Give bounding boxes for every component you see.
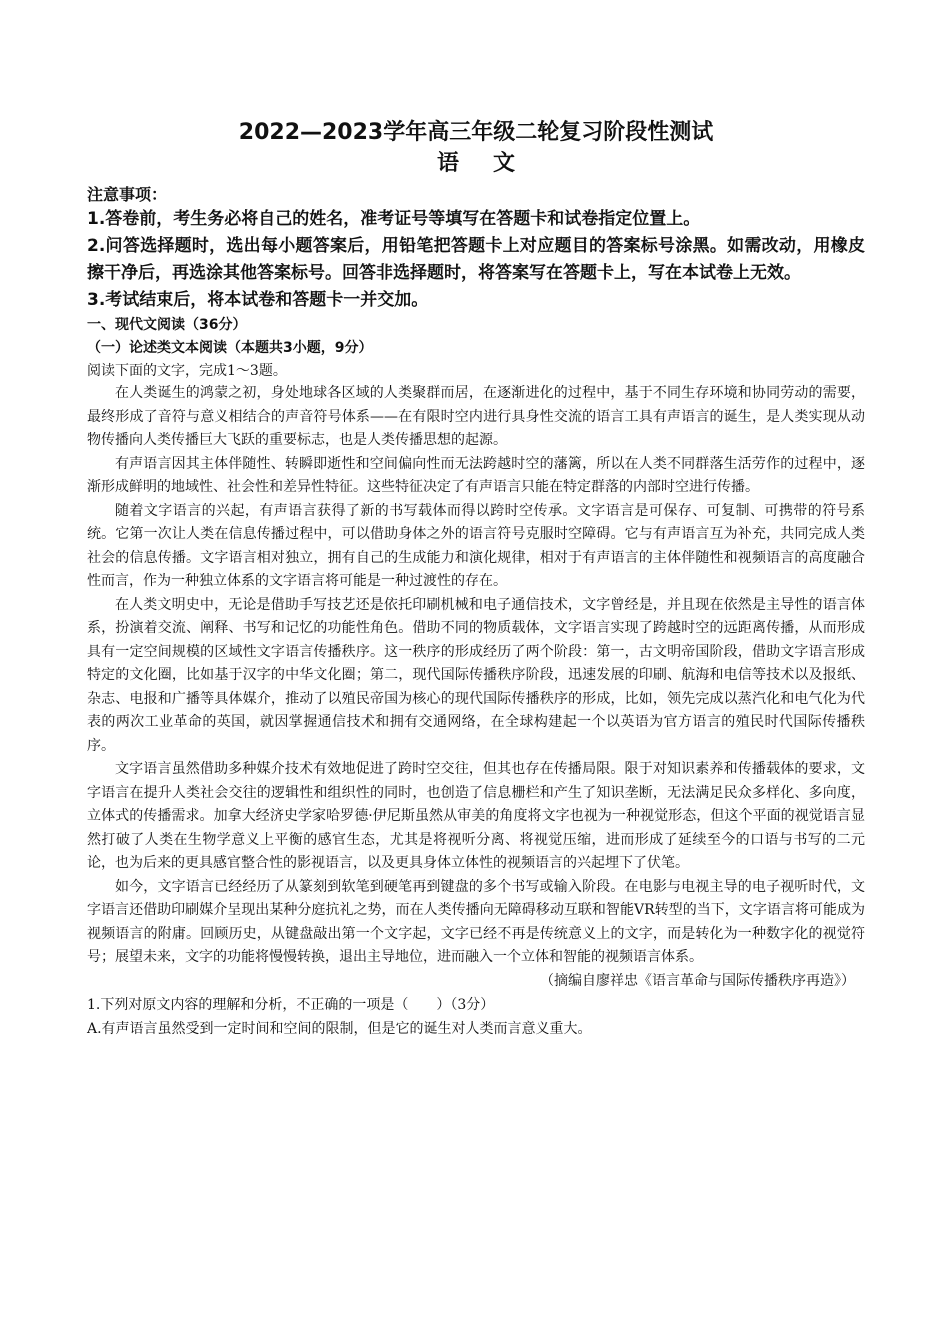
exam-page	[87, 118, 865, 1041]
part-title: 一、现代文阅读（36分）	[87, 317, 247, 333]
exam-title: 2022—2023学年高三年级二轮复习阶段性测试	[238, 120, 714, 145]
subject-title: 语文	[436, 151, 549, 176]
notice-item: 2.问答选择题时，选出每小题答案后，用铅笔把答题卡上对应题目的答案标号涂黑。如需改动，用橡皮擦干净后，再选涂其他答案标号。回答非选择题时，将答案写在答题卡上，写在本试卷上无效。	[87, 236, 865, 283]
notice-item: 1.答卷前，考生务必将自己的姓名，准考证号等填写在答题卡和试卷指定位置上。	[87, 209, 701, 229]
subsection-title: （一）论述类文本阅读（本题共3小题，9分）	[87, 340, 373, 356]
passage-paragraph: 在人类诞生的鸿蒙之初，身处地球各区域的人类聚群而居，在逐渐进化的过程中，基于不同生存环境和协同劳动的需要，最终形成了音符与意义相结合的声音符号体系——在有限时空内进行具身性交流的语言工具有声语言的诞生，是人类实现从动物传播向人类传播巨大飞跃的重要标志，也是人类传播思想的起源。	[87, 385, 865, 448]
passage-paragraph: 如今，文字语言已经经历了从篆刻到软笔到硬笔再到键盘的多个书写或输入阶段。在电影与电视主导的电子视听时代，文字语言还借助印刷媒介呈现出某种分庭抗礼之势，而在人类传播向无障碍移动互联和智能VR转型的当下，文字语言将可能成为视频语言的附庸。回顾历史，从键盘敲出第一个文字起，文字已经不再是传统意义上的文字，而是转化为一种数字化的视觉符号；展望未来，文字的功能将慢慢转换，退出主导地位，进而融入一个立体和智能的视频语言体系。	[87, 878, 865, 965]
question-stem: 1.下列对原文内容的理解和分析，不正确的一项是（ ）（3分）	[87, 996, 495, 1013]
passage-source: （摘编自廖祥忠《语言革命与国际传播秩序再造》）	[540, 972, 855, 989]
answer-choice: A.有声语言虽然受到一定时间和空间的限制，但是它的诞生对人类而言意义重大。	[87, 1020, 592, 1037]
passage-paragraph: 随着文字语言的兴起，有声语言获得了新的书写载体而得以跨时空传承。文字语言是可保存、可复制、可携带的符号系统。它第一次让人类在信息传播过程中，可以借助身体之外的语言符号克服时空障碍。它与有声语言互为补充，共同完成人类社会的信息传播。文字语言相对独立，拥有自己的生成能力和演化规律，相对于有声语言的主体伴随性和视频语言的高度融合性而言，作为一种独立体系的文字语言将可能是一种过渡性的存在。	[87, 502, 865, 589]
reading-section	[87, 314, 865, 993]
question-block	[87, 993, 865, 1041]
passage-paragraph: 文字语言虽然借助多种媒介技术有效地促进了跨时空交往，但其也存在传播局限。限于对知识素养和传播载体的要求，文字语言在提升人类社会交往的逻辑性和组织性的同时，也创造了信息栅栏和产生了知识垄断，无法满足民众多样化、多向度，立体式的传播需求。加拿大经济史学家哈罗德·伊尼斯虽然从审美的角度将文字也视为一种视觉形态，但这个平面的视觉语言显然打破了人类在生物学意义上平衡的感官生态，尤其是将视听分离、将视觉压缩，进而形成了延续至今的口语与书写的二元论，也为后来的更具感官整合性的影视语言，以及更具身体立体性的视频语言的兴起埋下了伏笔。	[87, 761, 865, 871]
notice-heading: 注意事项：	[87, 185, 168, 204]
passage-paragraph: 有声语言因其主体伴随性、转瞬即逝性和空间偏向性而无法跨越时空的藩篱，所以在人类不同群落生活劳作的过程中，逐渐形成鲜明的地域性、社会性和差异性特征。这些特征决定了有声语言只能在特定群落的内部时空进行传播。	[87, 455, 865, 495]
notice-block	[87, 184, 865, 314]
reading-instruction: 阅读下面的文字，完成1～3题。	[87, 363, 287, 379]
notice-item: 3.考试结束后，将本试卷和答题卡一并交加。	[87, 290, 429, 310]
passage-paragraph: 在人类文明史中，无论是借助手写技艺还是依托印刷机械和电子通信技术，文字曾经是，并且现在依然是主导性的语言体系，扮演着交流、阐释、书写和记忆的功能性角色。借助不同的物质载体，文字语言实现了跨越时空的远距离传播，从而形成具有一定空间规模的区域性文字语言传播秩序。这一秩序的形成经历了两个阶段：第一，古文明帝国阶段，借助文字语言形成特定的文化圈，比如基于汉字的中华文化圈；第二，现代国际传播秩序阶段，迅速发展的印刷、航海和电信等技术以及报纸、杂志、电报和广播等具体媒介，推动了以殖民帝国为核心的现代国际传播秩序的形成，比如，领先完成以蒸汽化和电气化为代表的两次工业革命的英国，就因掌握通信技术和拥有交通网络，在全球构建起一个以英语为官方语言的殖民时代国际传播秩序。	[87, 596, 865, 754]
